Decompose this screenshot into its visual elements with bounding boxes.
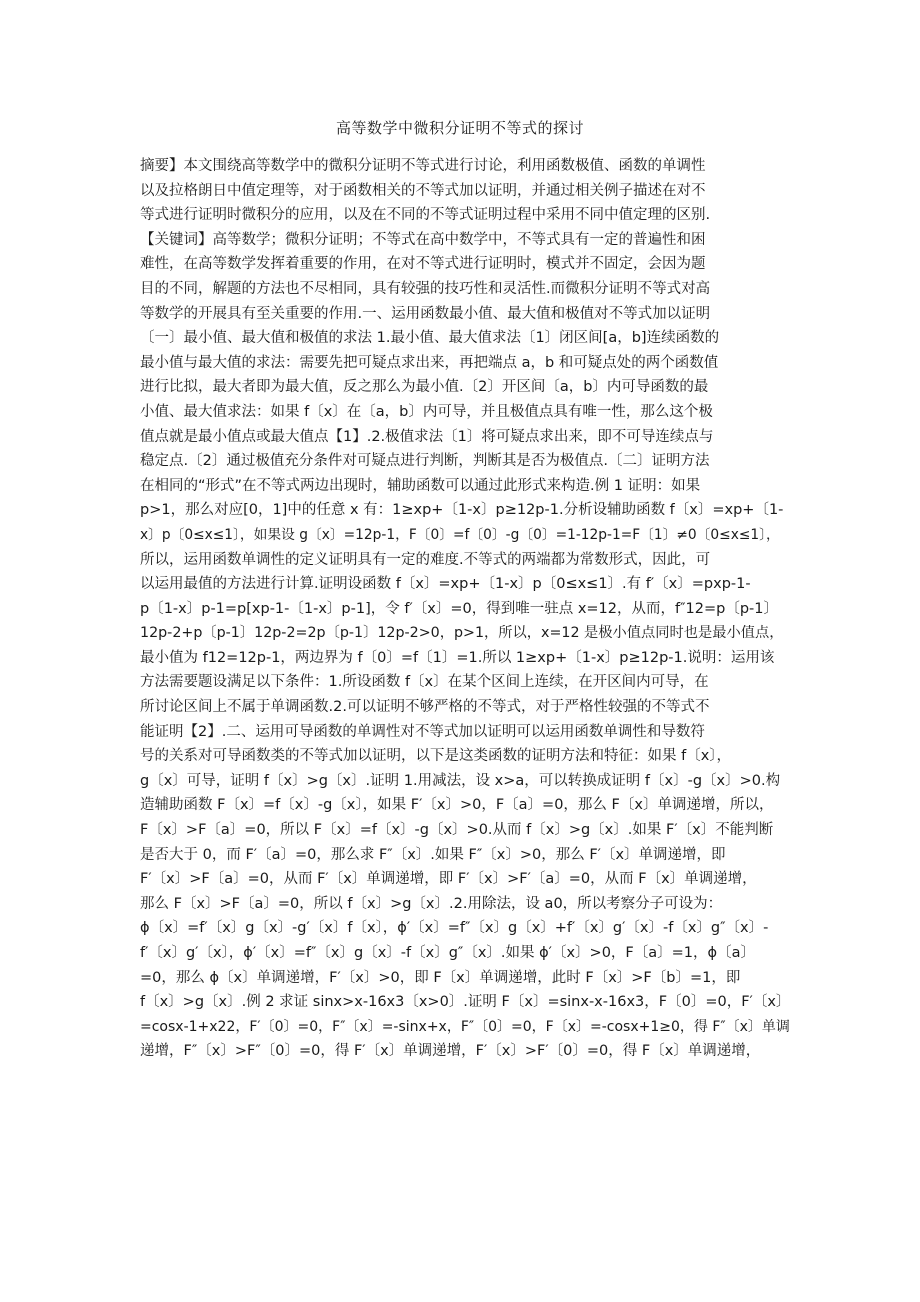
body-line: 方法需要题设满足以下条件：1.所设函数 f〔x〕在某个区间上连续，在开区间内可导，在 xyxy=(140,674,709,691)
body-line: F〔x〕>F〔a〕=0，所以 F〔x〕=f〔x〕-g〔x〕>0.从而 f〔x〕>g〔x〕.如果 F′〔x〕不能判断 xyxy=(140,822,774,839)
body-line: 所讨论区间上不属于单调函数.2.可以证明不够严格的不等式，对于严格性较强的不等式不 xyxy=(140,699,710,716)
body-line: 值点就是最小值点或最大值点【1】.2.极值求法〔1〕将可疑点求出来，即不可导连续点与 xyxy=(140,428,714,445)
body-line: =0，那么 ϕ〔x〕单调递增，F′〔x〕>0，即 F〔x〕单调递增，此时 F〔x〕>F〔b〕=1，即 xyxy=(140,969,741,986)
body-line: 等式进行证明时微积分的应用，以及在不同的不等式证明过程中采用不同中值定理的区别. xyxy=(140,207,711,224)
body-line: 所以，运用函数单调性的定义证明具有一定的难度.不等式的两端都为常数形式，因此，可 xyxy=(140,551,711,568)
body-line: f′〔x〕g′〔x〕，ϕ′〔x〕=f″〔x〕g〔x〕-f〔x〕g″〔x〕.如果 ϕ′〔x〕>0，F〔a〕=1，ϕ〔a〕 xyxy=(140,945,755,961)
body-line: 〔一〕最小值、最大值和极值的求法 1.最小值、最大值求法〔1〕闭区间[a，b]连续函数的 xyxy=(140,330,720,347)
body-line: x〕p〔0≤x≤1〕，如果设 g〔x〕=12p-1，F〔0〕=f〔0〕-g〔0〕=1-12p-1=F〔1〕≠0〔0≤x≤1〕， xyxy=(140,526,780,543)
body-line: 小值、最大值求法：如果 f〔x〕在〔a，b〕内可导，并且极值点具有唯一性，那么这个极 xyxy=(140,403,713,420)
document-body xyxy=(140,154,790,1064)
body-line: 目的不同，解题的方法也不尽相同，具有较强的技巧性和灵活性.而微积分证明不等式对高 xyxy=(140,280,711,297)
body-line: 号的关系对可导函数类的不等式加以证明，以下是这类函数的证明方法和特征：如果 f〔x〕， xyxy=(140,748,732,765)
body-line: 12p-2+p〔p-1〕12p-2=2p〔p-1〕12p-2>0，p>1，所以，x=12 是极小值点同时也是最小值点， xyxy=(140,625,784,642)
body-line: 最小值与最大值的求法：需要先把可疑点求出来，再把端点 a，b 和可疑点处的两个函数值 xyxy=(140,354,719,371)
body-line: p>1，那么对应[0，1]中的任意 x 有：1≥xp+〔1-x〕p≥12p-1.分析设辅助函数 f〔x〕=xp+〔1- xyxy=(140,502,784,519)
body-line: 那么 F〔x〕>F〔a〕=0，所以 f〔x〕>g〔x〕.2.用除法，设 a0，所以考察分子可设为： xyxy=(140,895,723,912)
body-line: 稳定点.〔2〕通过极值充分条件对可疑点进行判断，判断其是否为极值点.〔二〕证明方法 xyxy=(140,453,710,470)
body-line: 在相同的“形式”在不等式两边出现时，辅助函数可以通过此形式来构造.例 1 证明：如果 xyxy=(140,477,701,494)
body-line: 造辅助函数 F〔x〕=f〔x〕-g〔x〕，如果 F′〔x〕>0，F〔a〕=0，那么 F〔x〕单调递增，所以， xyxy=(140,797,774,814)
body-line: f〔x〕>g〔x〕.例 2 求证 sinx>x-16x3〔x>0〕.证明 F〔x〕=sinx-x-16x3，F〔0〕=0，F′〔x〕 xyxy=(140,994,790,1011)
body-line: F′〔x〕>F〔a〕=0，从而 F′〔x〕单调递增，即 F′〔x〕>F′〔a〕=0，从而 F〔x〕单调递增， xyxy=(140,871,757,888)
body-line: 等数学的开展具有至关重要的作用.一、运用函数最小值、最大值和极值对不等式加以证明 xyxy=(140,305,711,322)
body-line: 递增，F″〔x〕>F″〔0〕=0，得 F′〔x〕单调递增，F′〔x〕>F′〔0〕=0，得 F〔x〕单调递增， xyxy=(140,1043,761,1060)
body-line: 摘要】本文围绕高等数学中的微积分证明不等式进行讨论，利用函数极值、函数的单调性 xyxy=(140,158,706,174)
body-line: 能证明【2】.二、运用可导函数的单调性对不等式加以证明可以运用函数单调性和导数符 xyxy=(140,723,705,740)
body-line: 以运用最值的方法进行计算.证明设函数 f〔x〕=xp+〔1-x〕p〔0≤x≤1〕.有 f′〔x〕=pxp-1- xyxy=(140,576,751,593)
body-line: 【关键词】高等数学；微积分证明；不等式在高中数学中，不等式具有一定的普遍性和困 xyxy=(140,231,706,248)
body-line: =cosx-1+x22，F′〔0〕=0，F″〔x〕=-sinx+x，F″〔0〕=0，F〔x〕=-cosx+1≥0，得 F″〔x〕单调 xyxy=(140,1018,790,1035)
body-line: g〔x〕可导，证明 f〔x〕>g〔x〕.证明 1.用减法，设 x>a，可以转换成证明 f〔x〕-g〔x〕>0.构 xyxy=(140,772,781,789)
body-line: 进行比拟，最大者即为最大值，反之那么为最小值.〔2〕开区间〔a，b〕内可导函数的最 xyxy=(140,379,709,396)
body-line: 以及拉格朗日中值定理等，对于函数相关的不等式加以证明，并通过相关例子描述在对不 xyxy=(140,182,706,199)
document-title: 高等数学中微积分证明不等式的探讨 xyxy=(335,119,584,137)
body-line: 难性，在高等数学发挥着重要的作用，在对不等式进行证明时，模式并不固定，会因为题 xyxy=(140,256,706,273)
body-line: 最小值为 f12=12p-1，两边界为 f〔0〕=f〔1〕=1.所以 1≥xp+〔1-x〕p≥12p-1.说明：运用该 xyxy=(140,649,775,666)
body-line: 是否大于 0，而 F′〔a〕=0，那么求 F″〔x〕.如果 F″〔x〕>0，那么 F′〔x〕单调递增，即 xyxy=(140,846,726,863)
body-line: ϕ〔x〕=f′〔x〕g〔x〕-g′〔x〕f〔x〕，ϕ′〔x〕=f″〔x〕g〔x〕+f′〔x〕g′〔x〕-f〔x〕g″〔x〕- xyxy=(140,920,769,937)
body-line: p〔1-x〕p-1=p[xp-1-〔1-x〕p-1]，令 f′〔x〕=0，得到唯一驻点 x=12，从而，f″12=p〔p-1〕 xyxy=(140,600,778,617)
